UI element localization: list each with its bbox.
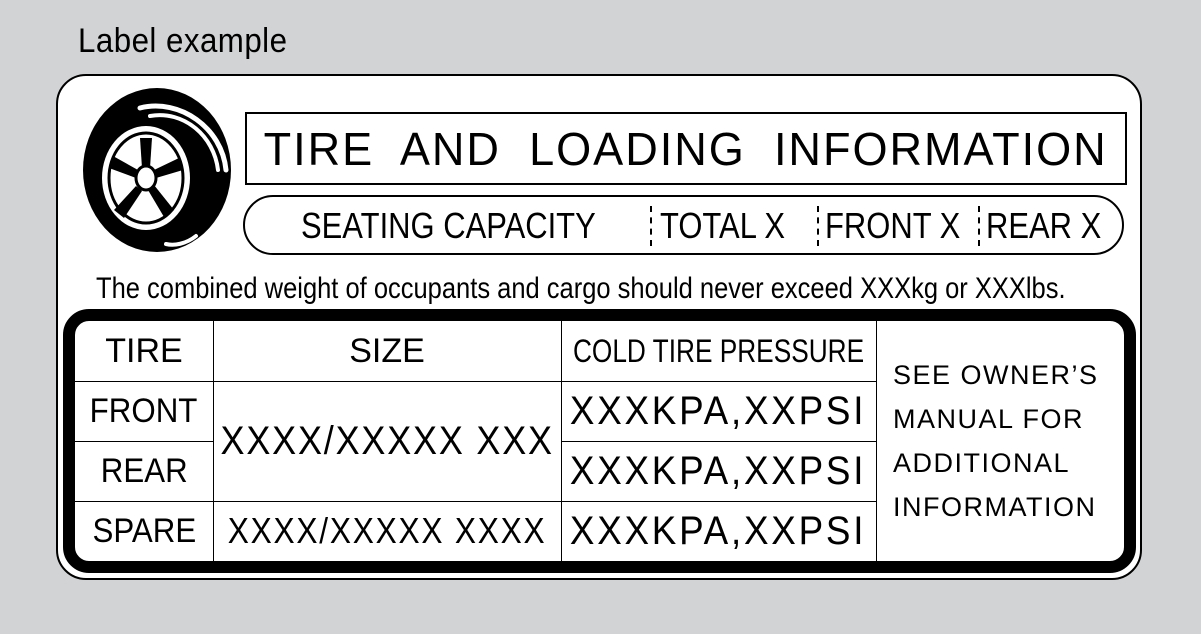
row-spare-cell — [75, 501, 213, 561]
header-tire: TIRE — [105, 331, 183, 370]
tire-icon — [80, 86, 235, 254]
pressure-front-cell — [561, 381, 876, 441]
seating-front: FRONT X — [825, 205, 961, 246]
size-front-rear: XXXX/XXXXX XXX — [220, 418, 554, 463]
seating-capacity-box — [243, 195, 1124, 255]
owners-note-line: MANUAL FOR — [893, 404, 1085, 434]
owners-note-line: SEE OWNER’S — [893, 360, 1099, 390]
seating-rear: REAR X — [986, 205, 1102, 246]
row-rear-cell — [75, 441, 213, 501]
pressure-front: XXXKPA,XXPSI — [570, 388, 867, 433]
pressure-rear-cell — [561, 441, 876, 501]
header-size: SIZE — [349, 331, 425, 370]
owners-note-line: ADDITIONAL — [893, 448, 1071, 478]
title-box — [245, 112, 1127, 185]
seating-separator — [817, 206, 819, 246]
header-tire-cell — [75, 321, 213, 381]
row-front-label: FRONT — [90, 391, 198, 430]
weight-note: The combined weight of occupants and cargo should never exceed XXXkg or XXXlbs. — [96, 272, 1066, 305]
row-spare-label: SPARE — [92, 511, 196, 550]
size-front-rear-cell — [213, 381, 561, 501]
label-title: TIRE AND LOADING INFORMATION — [263, 122, 1109, 175]
size-spare-cell — [213, 501, 561, 561]
owners-manual-note — [893, 353, 1099, 529]
size-spare: XXXX/XXXXX XXXX — [227, 510, 547, 551]
column-divider — [876, 321, 877, 561]
tire-pressure-table — [63, 309, 1136, 573]
header-pressure-cell — [561, 321, 876, 381]
pressure-spare: XXXKPA,XXPSI — [570, 508, 867, 553]
pressure-spare-cell — [561, 501, 876, 561]
tire-loading-label — [56, 74, 1142, 580]
seating-separator — [978, 206, 980, 246]
seating-separator — [650, 206, 652, 246]
pressure-rear: XXXKPA,XXPSI — [570, 448, 867, 493]
row-rear-label: REAR — [100, 451, 188, 490]
seating-total: TOTAL X — [660, 205, 786, 246]
row-front-cell — [75, 381, 213, 441]
caption: Label example — [78, 22, 288, 60]
seating-capacity-label: SEATING CAPACITY — [301, 205, 596, 246]
header-cold-tire-pressure: COLD TIRE PRESSURE — [572, 332, 865, 369]
header-size-cell — [213, 321, 561, 381]
owners-note-line: INFORMATION — [893, 492, 1097, 522]
